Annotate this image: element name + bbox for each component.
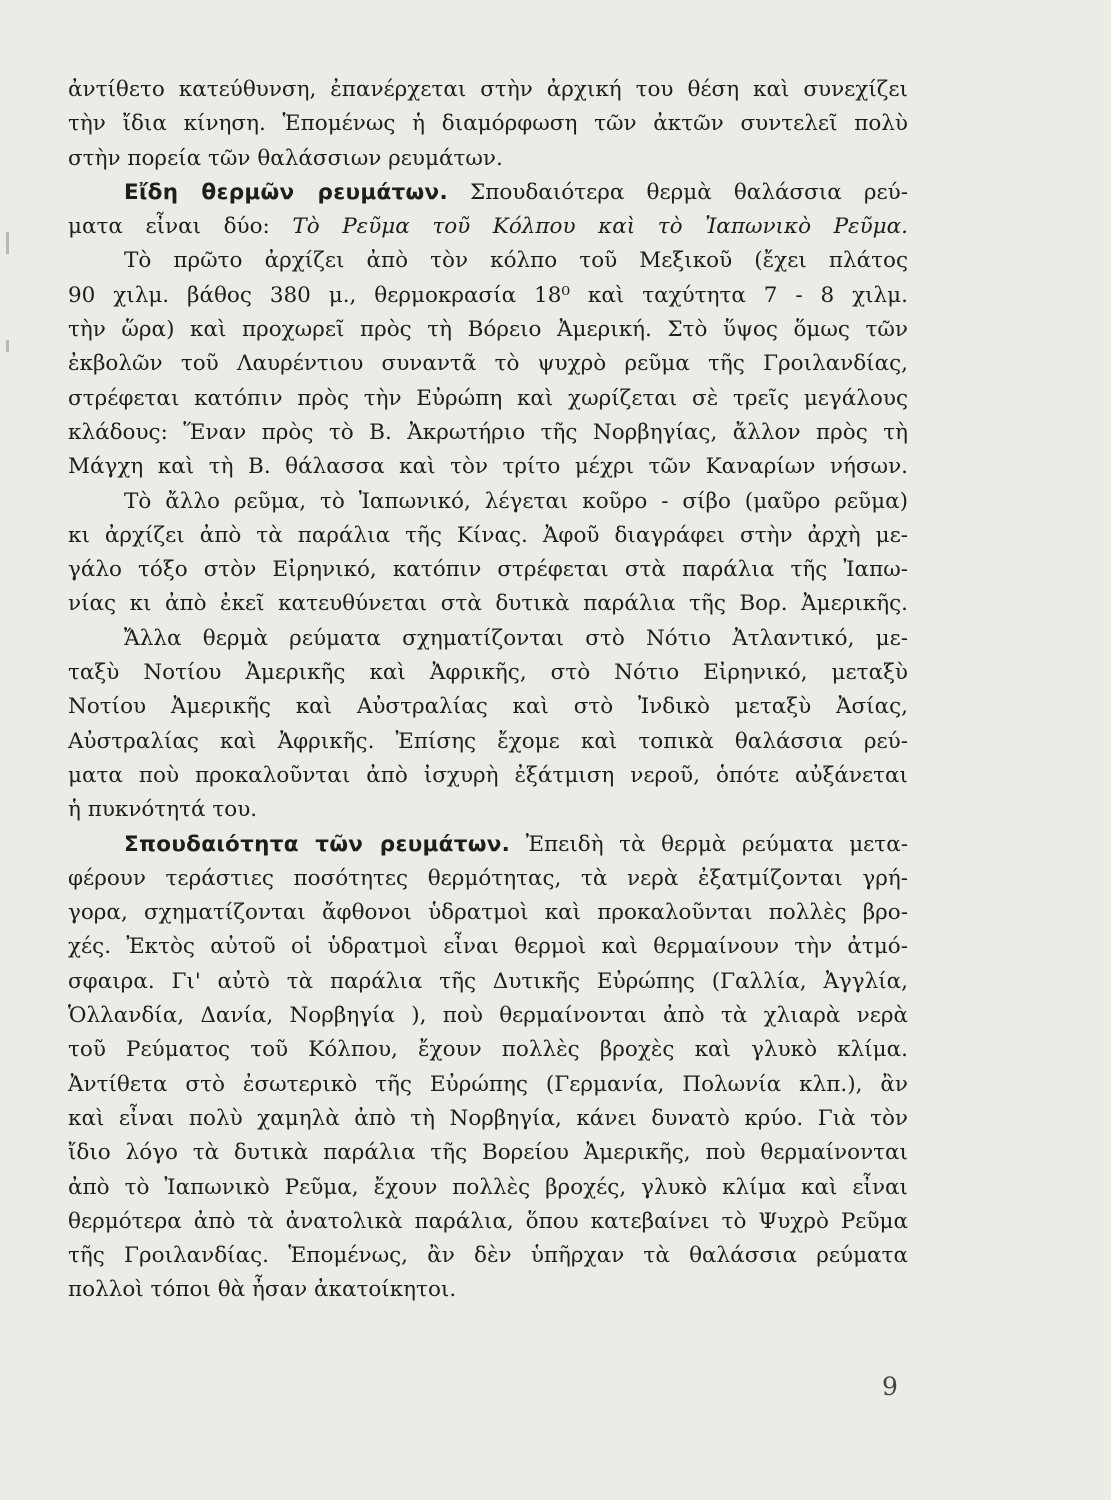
text-segment: κι ἀρχίζει ἀπὸ τὰ παράλια τῆς Κίνας. Ἀφοῦ διαγράφει στὴν ἀρχὴ με- xyxy=(68,522,908,548)
text-segment: τῆς Γροιλανδίας. Ἑπομένως, ἂν δὲν ὑπῆρχαν τὰ θαλάσσια ρεύματα xyxy=(68,1243,908,1269)
text-line xyxy=(68,519,908,553)
text-segment: Σπουδαιότερα θερμὰ θαλάσσια ρεύ- xyxy=(447,179,908,205)
text-line xyxy=(68,862,908,896)
text-segment: φέρουν τεράστιες ποσότητες θερμότητας, τὰ νερὰ ἐξατμίζονται γρή- xyxy=(68,865,908,891)
text-segment: θερμότερα ἀπὸ τὰ ἀνατολικὰ παράλια, ὅπου κατεβαίνει τὸ Ψυχρὸ Ρεῦμα xyxy=(68,1208,908,1234)
body-text xyxy=(68,73,908,1308)
text-segment: τὴν ἴδια κίνηση. Ἑπομένως ἡ διαμόρφωση τῶν ἀκτῶν συντελεῖ πολὺ xyxy=(68,111,908,137)
text-line xyxy=(68,690,908,724)
text-line xyxy=(68,828,908,862)
text-segment: Μάγχη καὶ τὴ Β. θάλασσα καὶ τὸν τρίτο μέχρι τῶν Καναρίων νήσων. xyxy=(68,454,908,480)
text-line xyxy=(68,450,908,484)
text-segment: ματα ποὺ προκαλοῦνται ἀπὸ ἰσχυρὴ ἐξάτμιση νεροῦ, ὁπότε αὐξάνεται xyxy=(68,762,908,788)
text-line xyxy=(68,1068,908,1102)
text-line xyxy=(68,965,908,999)
text-segment: ἐκβολῶν τοῦ Λαυρέντιου συναντᾶ τὸ ψυχρὸ ρεῦμα τῆς Γροιλανδίας, xyxy=(68,351,908,377)
text-line xyxy=(68,896,908,930)
text-line xyxy=(68,347,908,381)
text-segment: κλάδους: Ἕναν πρὸς τὸ Β. Ἀκρωτήριο τῆς Νορβηγίας, ἄλλον πρὸς τὴ xyxy=(68,419,908,445)
text-segment: Τὸ Ρεῦμα τοῦ Κόλπου καὶ τὸ Ἰαπωνικὸ Ρεῦμα. xyxy=(292,214,908,240)
text-line xyxy=(68,656,908,690)
text-line xyxy=(68,416,908,450)
text-line xyxy=(68,279,908,313)
text-line xyxy=(68,1033,908,1067)
text-line xyxy=(68,1205,908,1239)
text-line xyxy=(68,176,908,210)
text-segment: γάλο τόξο στὸν Εἰρηνικό, κατόπιν στρέφεται στὰ παράλια τῆς Ἰαπω- xyxy=(68,557,908,583)
text-segment: στρέφεται κατόπιν πρὸς τὴν Εὐρώπη καὶ χωρίζεται σὲ τρεῖς μεγάλους xyxy=(68,385,908,411)
text-segment: Ὁλλανδία, Δανία, Νορβηγία ), ποὺ θερμαίνονται ἀπὸ τὰ χλιαρὰ νερὰ xyxy=(68,1003,908,1029)
text-segment: Τὸ πρῶτο ἀρχίζει ἀπὸ τὸν κόλπο τοῦ Μεξικοῦ (ἔχει πλάτος xyxy=(124,248,908,274)
text-line xyxy=(68,107,908,141)
text-line xyxy=(68,999,908,1033)
text-line xyxy=(68,725,908,759)
text-line xyxy=(68,1102,908,1136)
text-line xyxy=(68,553,908,587)
text-line xyxy=(68,382,908,416)
text-line xyxy=(68,1171,908,1205)
section-heading: Εἴδη θερμῶν ρευμάτων. xyxy=(124,179,448,205)
text-segment: Νοτίου Ἀμερικῆς καὶ Αὐστραλίας καὶ στὸ Ἰνδικὸ μεταξὺ Ἀσίας, xyxy=(68,694,908,720)
text-line xyxy=(68,1136,908,1170)
text-segment: ταξὺ Νοτίου Ἀμερικῆς καὶ Ἀφρικῆς, στὸ Νότιο Εἰρηνικό, μεταξὺ xyxy=(68,660,908,686)
text-segment: χές. Ἐκτὸς αὐτοῦ οἱ ὑδρατμοὶ εἶναι θερμοὶ καὶ θερμαίνουν τὴν ἀτμό- xyxy=(68,934,908,960)
text-segment: ἴδιο λόγο τὰ δυτικὰ παράλια τῆς Βορείου Ἀμερικῆς, ποὺ θερμαίνονται xyxy=(68,1140,908,1166)
binding-mark xyxy=(6,232,9,254)
text-segment: 90 χιλμ. βάθος 380 μ., θερμοκρασία 18⁰ καὶ ταχύτητα 7 - 8 χιλμ. xyxy=(68,282,908,308)
text-segment: γορα, σχηματίζονται ἄφθονοι ὑδρατμοὶ καὶ προκαλοῦνται πολλὲς βρο- xyxy=(68,900,908,926)
text-segment: νίας κι ἀπὸ ἐκεῖ κατευθύνεται στὰ δυτικὰ παράλια τῆς Βορ. Ἀμερικῆς. xyxy=(68,591,908,617)
text-line xyxy=(68,759,908,793)
text-line xyxy=(68,930,908,964)
text-line xyxy=(68,793,908,827)
text-segment: ἡ πυκνότητά του. xyxy=(68,797,258,823)
text-line xyxy=(68,244,908,278)
text-line xyxy=(68,1273,908,1307)
text-line xyxy=(68,210,908,244)
text-segment: τοῦ Ρεύματος τοῦ Κόλπου, ἔχουν πολλὲς βροχὲς καὶ γλυκὸ κλίμα. xyxy=(68,1037,908,1063)
binding-mark xyxy=(6,340,9,352)
section-heading: Σπουδαιότητα τῶν ρευμάτων. xyxy=(124,831,511,857)
text-line xyxy=(68,587,908,621)
text-segment: σφαιρα. Γι' αὐτὸ τὰ παράλια τῆς Δυτικῆς Εὐρώπης (Γαλλία, Ἀγγλία, xyxy=(68,968,908,994)
text-segment: στὴν πορεία τῶν θαλάσσιων ρευμάτων. xyxy=(68,145,503,171)
text-line xyxy=(68,142,908,176)
text-segment: Ἀντίθετα στὸ ἐσωτερικὸ τῆς Εὐρώπης (Γερμανία, Πολωνία κλπ.), ἂν xyxy=(68,1071,908,1097)
text-segment: Ἄλλα θερμὰ ρεύματα σχηματίζονται στὸ Νότιο Ἀτλαντικό, με- xyxy=(124,625,908,651)
page-number: 9 xyxy=(882,1372,898,1401)
text-line xyxy=(68,1239,908,1273)
text-segment: ματα εἶναι δύο: xyxy=(68,214,293,240)
text-segment: καὶ εἶναι πολὺ χαμηλὰ ἀπὸ τὴ Νορβηγία, κάνει δυνατὸ κρύο. Γιὰ τὸν xyxy=(68,1105,908,1131)
text-segment: Τὸ ἄλλο ρεῦμα, τὸ Ἰαπωνικό, λέγεται κοῦρο - σίβο (μαῦρο ρεῦμα) xyxy=(124,488,908,514)
text-line xyxy=(68,73,908,107)
text-segment: τὴν ὥρα) καὶ προχωρεῖ πρὸς τὴ Βόρειο Ἀμερική. Στὸ ὕψος ὅμως τῶν xyxy=(68,317,908,343)
text-line xyxy=(68,622,908,656)
text-segment: ἀντίθετο κατεύθυνση, ἐπανέρχεται στὴν ἀρχική του θέση καὶ συνεχίζει xyxy=(68,77,908,102)
text-segment: πολλοὶ τόποι θὰ ἦσαν ἀκατοίκητοι. xyxy=(68,1277,457,1303)
text-segment: Αὐστραλίας καὶ Ἀφρικῆς. Ἐπίσης ἔχομε καὶ τοπικὰ θαλάσσια ρεύ- xyxy=(68,728,908,754)
text-segment: ἀπὸ τὸ Ἰαπωνικὸ Ρεῦμα, ἔχουν πολλὲς βροχές, γλυκὸ κλίμα καὶ εἶναι xyxy=(68,1174,908,1200)
text-line xyxy=(68,313,908,347)
text-segment: Ἐπειδὴ τὰ θερμὰ ρεύματα μετα- xyxy=(510,831,908,857)
text-line xyxy=(68,485,908,519)
